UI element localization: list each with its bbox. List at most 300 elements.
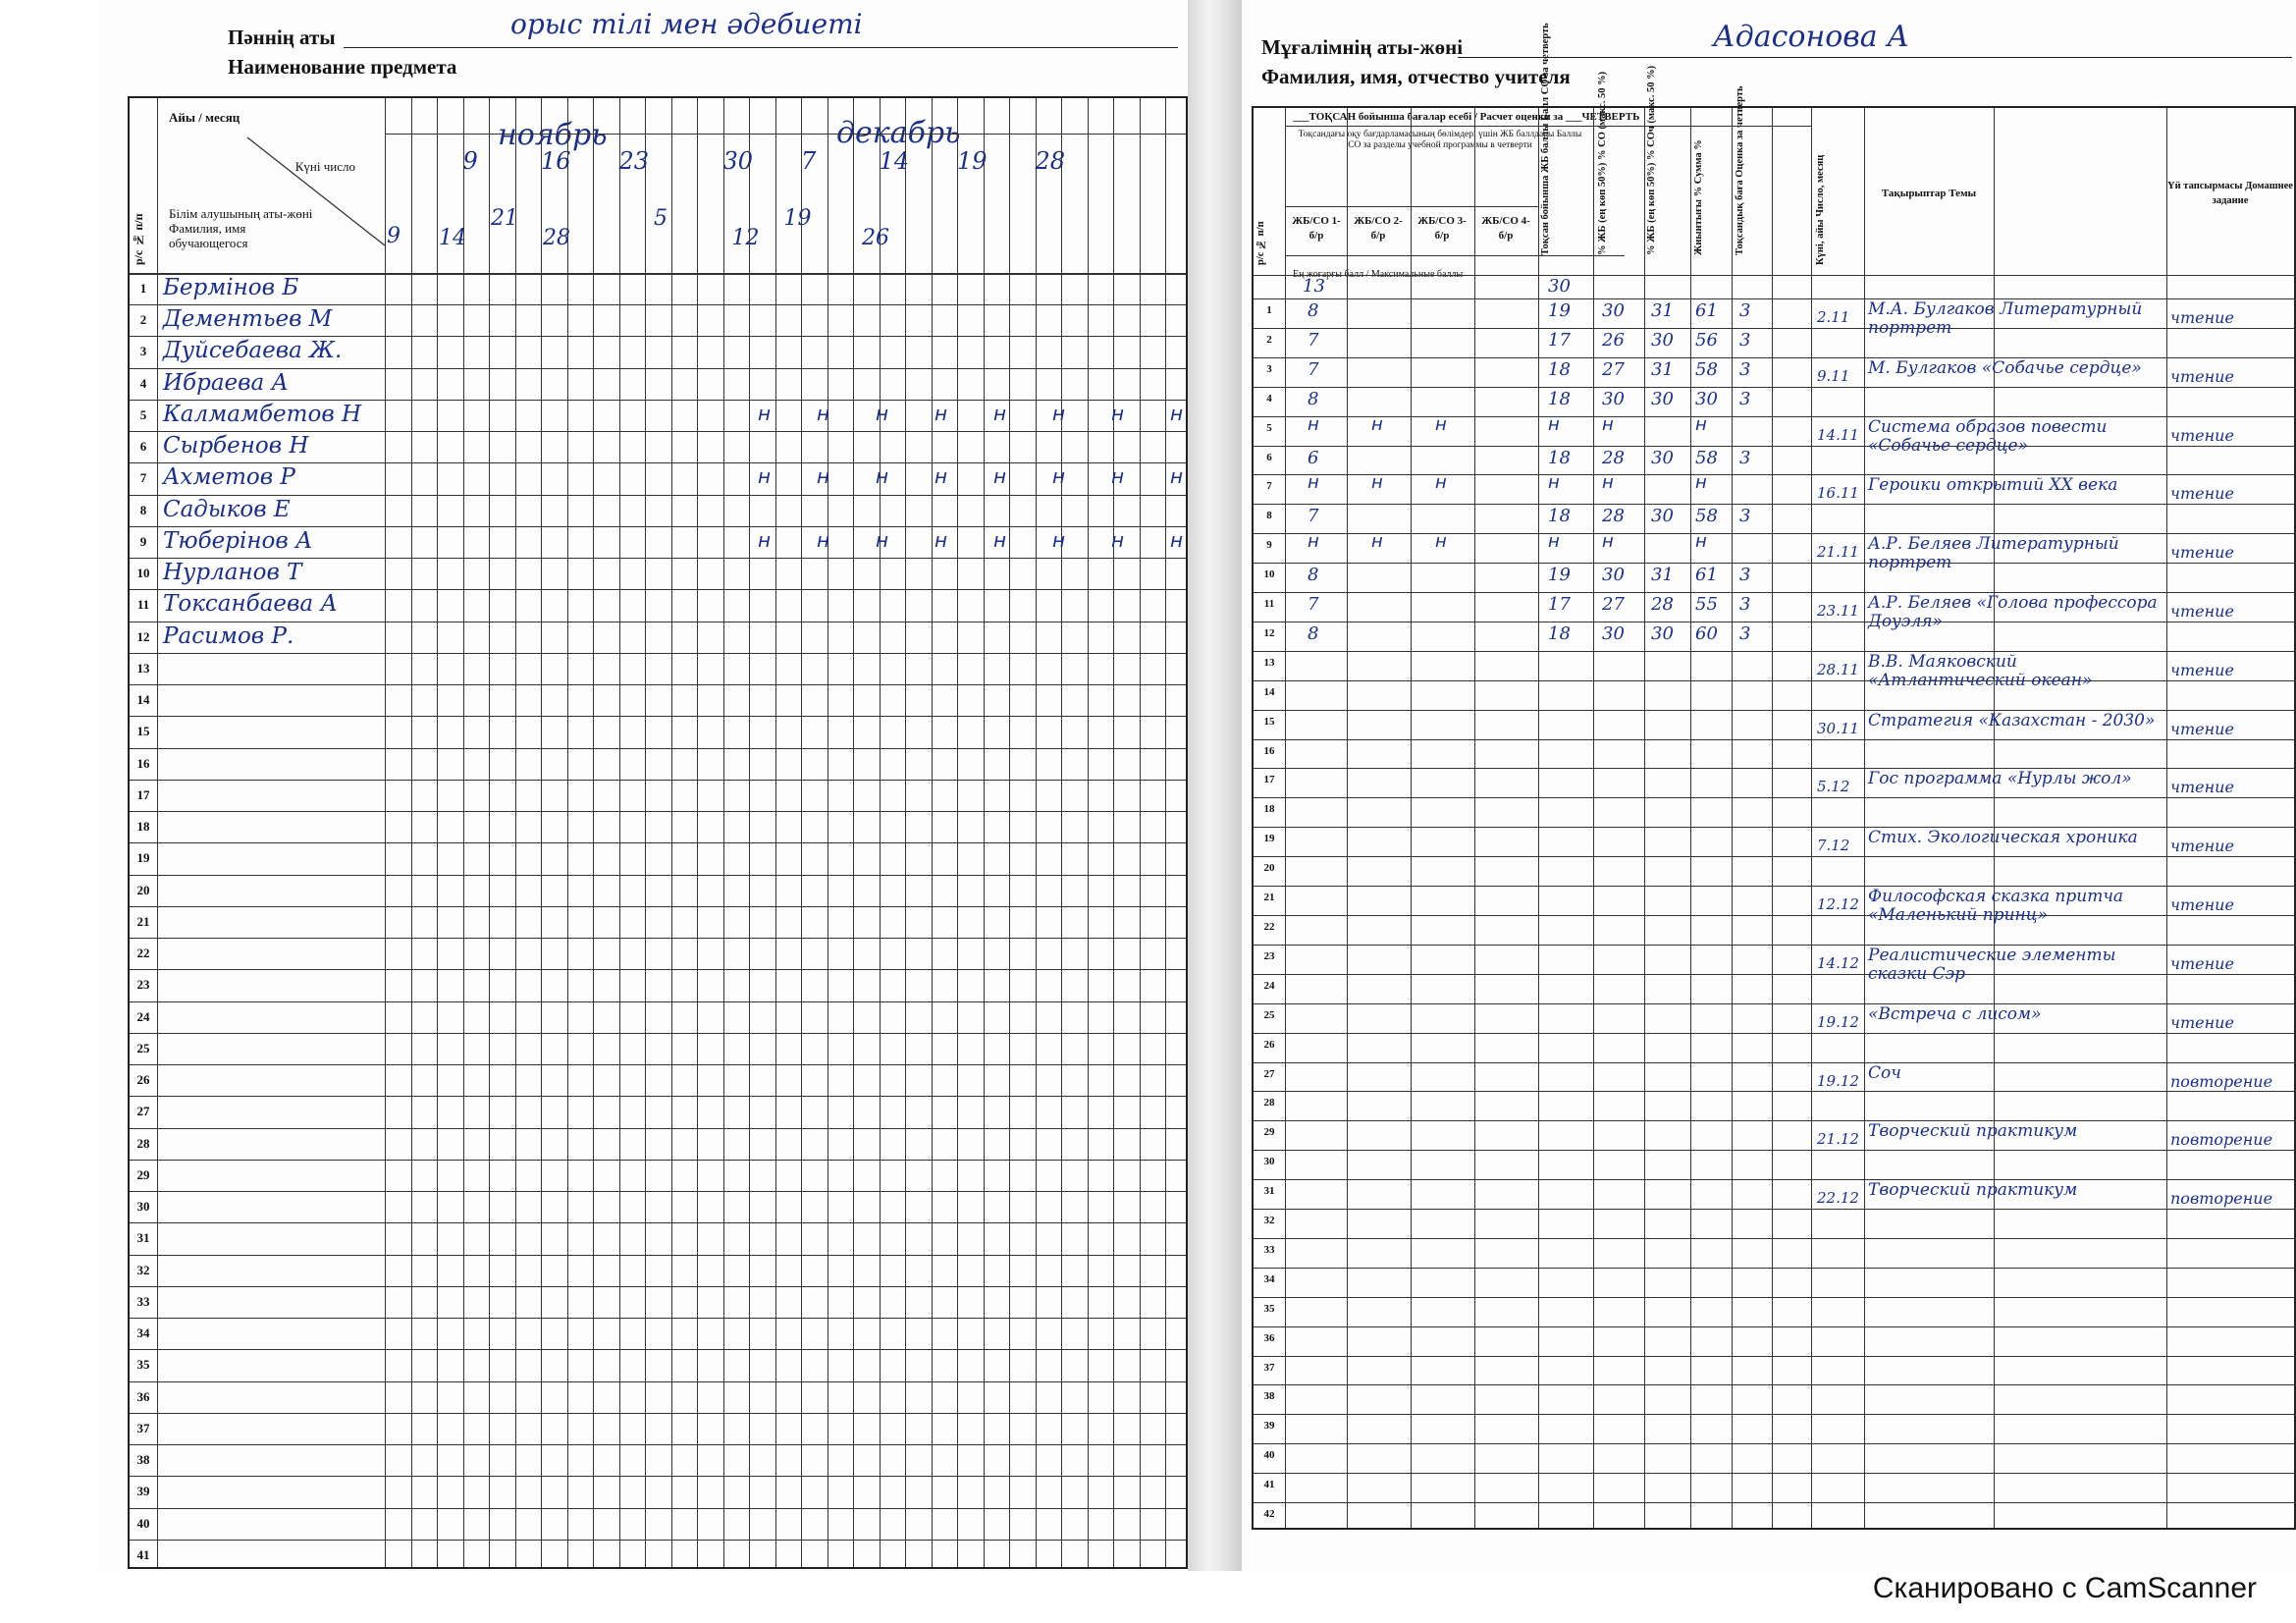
lesson-homework: чтение	[2170, 308, 2234, 327]
row-number: 11	[1263, 598, 1275, 611]
row-number: 9	[1266, 539, 1272, 552]
grid-vline	[1811, 108, 1812, 1528]
date-bottom: 19	[783, 206, 812, 231]
absence-mark: н	[1371, 472, 1383, 494]
absence-mark: н	[817, 401, 830, 425]
student-name: Бермінов Б	[163, 275, 299, 300]
absence-mark: н	[1052, 401, 1066, 425]
student-name: Расимов Р.	[163, 622, 294, 649]
camscanner-watermark: Сканировано с CamScanner	[1872, 1572, 2257, 1604]
row-number: 22	[1263, 921, 1275, 933]
grid-hline	[130, 748, 1186, 749]
date-top: 7	[801, 147, 817, 175]
row-number: 12	[1263, 626, 1275, 639]
row-number: 20	[1263, 862, 1275, 875]
lesson-date: 16.11	[1817, 484, 1859, 503]
absence-mark: н	[993, 527, 1007, 552]
grid-vline	[567, 98, 568, 1567]
subject-underline	[344, 47, 1178, 48]
grid-hline	[1254, 1209, 2294, 1210]
lesson-homework: чтение	[2170, 719, 2234, 738]
absence-mark: н	[1371, 413, 1383, 435]
homework-header: Үй тапсырмасы Домашнее задание	[2167, 181, 2293, 206]
absence-mark: н	[876, 464, 889, 489]
grade-cell-soch: 19	[1548, 300, 1571, 321]
vertical-header: Тоқсандық баға Оценка за четверть	[1735, 85, 1745, 255]
row-number: 21	[136, 913, 150, 929]
grid-hline	[130, 1128, 1186, 1129]
topics-header: Тақырыптар Темы	[1881, 188, 1977, 199]
row-number: 34	[1263, 1272, 1275, 1285]
grade-cell-sum: 61	[1695, 300, 1718, 321]
grid-hline	[1254, 1033, 2294, 1034]
num-header: р/с № п/п	[132, 213, 145, 265]
grid-hline	[130, 1476, 1186, 1477]
grid-hline	[1254, 1150, 2294, 1151]
row-number: 5	[1266, 421, 1272, 434]
row-number: 14	[136, 692, 150, 708]
grid-hline	[130, 368, 1186, 369]
grade-cell-grade: 3	[1739, 622, 1751, 644]
grid-hline	[130, 1001, 1186, 1002]
lesson-homework: чтение	[2170, 543, 2234, 563]
grade-cell-sor1: 8	[1308, 565, 1319, 586]
grade-cell-sor1: 7	[1308, 358, 1319, 380]
header-separator	[1254, 275, 2294, 276]
grid-hline	[130, 1222, 1186, 1223]
grade-cell-soch: 19	[1548, 565, 1571, 586]
grid-vline	[880, 98, 881, 1567]
row-number: 29	[136, 1166, 150, 1182]
date-bottom: 21	[491, 206, 518, 231]
grade-cell-p1: 30	[1602, 300, 1625, 321]
day-header: Күні число	[294, 159, 355, 174]
lesson-topic: Реалистические элементы сказки Сэр	[1868, 945, 2116, 984]
grid-hline	[130, 589, 1186, 590]
student-name: Калмамбетов Н	[163, 401, 362, 427]
grid-hline	[130, 1191, 1186, 1192]
grade-cell-sum: 58	[1695, 506, 1718, 527]
grade-cell-p2: 28	[1651, 594, 1674, 616]
grade-cell-sum: 58	[1695, 358, 1718, 380]
row-number: 32	[136, 1262, 150, 1277]
absence-mark: н	[934, 464, 948, 489]
row-number: 30	[136, 1199, 150, 1215]
row-number: 33	[136, 1293, 150, 1309]
left-journal-page	[98, 0, 1188, 1571]
absence-mark: н	[817, 527, 830, 552]
row-number: 24	[1263, 979, 1275, 992]
row-number: 16	[136, 755, 150, 771]
grid-vline	[385, 98, 386, 1567]
right-journal-page	[1242, 0, 2296, 1571]
grid-hline	[130, 1540, 1186, 1541]
lesson-topic: В.В. Маяковский «Атлантический океан»	[1868, 651, 2093, 690]
grade-cell-soch: 18	[1548, 622, 1571, 644]
row-number: 39	[1263, 1420, 1275, 1433]
grid-vline	[984, 98, 985, 1567]
grid-hline	[1254, 504, 2294, 505]
grade-cell-p1: 30	[1602, 622, 1625, 644]
vertical-header: Күні, айы Число, месяц	[1815, 154, 1826, 265]
grid-vline	[905, 98, 906, 1567]
row-number: 25	[1263, 1008, 1275, 1021]
grid-hline	[130, 938, 1186, 939]
grid-vline	[1772, 108, 1773, 1528]
grid-hline	[130, 1413, 1186, 1414]
grid-vline	[1864, 108, 1865, 1528]
grid-vline	[1285, 108, 1286, 1528]
date-bottom: 12	[731, 226, 760, 250]
student-name: Дементьев М	[163, 306, 333, 333]
absence-mark: н	[1435, 472, 1447, 494]
grid-vline	[957, 98, 958, 1567]
max-separator	[1285, 255, 1625, 256]
grid-hline	[130, 1381, 1186, 1382]
absence-mark: н	[1548, 413, 1560, 435]
grade-cell-soch: 18	[1548, 358, 1571, 380]
row-number: 2	[1266, 333, 1272, 346]
lesson-homework: чтение	[2170, 602, 2234, 622]
row-number: 35	[1263, 1302, 1275, 1315]
grid-hline	[130, 1033, 1186, 1034]
lesson-homework: повторение	[2170, 1130, 2273, 1150]
grid-hline	[130, 906, 1186, 907]
absence-mark: н	[1695, 472, 1707, 494]
absence-mark: н	[1111, 464, 1125, 489]
grid-hline	[130, 842, 1186, 843]
grid-hline	[1254, 1326, 2294, 1327]
absence-mark: н	[993, 401, 1007, 425]
grade-cell-sum: 30	[1695, 388, 1718, 409]
absence-mark: н	[1548, 531, 1560, 553]
grid-hline	[130, 304, 1186, 305]
grid-vline	[645, 98, 646, 1567]
grid-vline	[1165, 98, 1166, 1567]
max-label: Ең жоғарғы балл / Максимальные баллы	[1293, 269, 1464, 280]
row-number: 6	[139, 439, 147, 455]
book-gutter	[1188, 0, 1242, 1571]
grid-hline	[1254, 1414, 2294, 1415]
row-number: 4	[139, 375, 147, 391]
absence-mark: н	[993, 464, 1007, 489]
month-december: декабрь	[836, 116, 961, 150]
lesson-date: 5.12	[1817, 778, 1850, 796]
header-diagonal	[130, 98, 385, 273]
lesson-homework: чтение	[2170, 484, 2234, 504]
grid-vline	[157, 98, 158, 1567]
teacher-label-kz: Мұғалімнің аты-жөні	[1261, 35, 1464, 59]
grid-hline	[1254, 856, 2294, 857]
grid-vline	[463, 98, 464, 1567]
row-number: 36	[136, 1388, 150, 1404]
row-number: 9	[139, 533, 147, 549]
date-top: 16	[541, 147, 571, 175]
vertical-header: р/с № п/п	[1255, 221, 1266, 265]
row-number: 38	[1263, 1390, 1275, 1403]
grade-cell-grade: 3	[1739, 594, 1751, 616]
grade-cell-p1: 28	[1602, 506, 1625, 527]
grid-vline	[932, 98, 933, 1567]
grid-vline	[1593, 108, 1594, 1528]
grid-hline	[1254, 739, 2294, 740]
grade-cell-sor1: 7	[1308, 506, 1319, 527]
lesson-homework: чтение	[2170, 953, 2234, 973]
row-number: 35	[136, 1357, 150, 1373]
row-number: 36	[1263, 1331, 1275, 1344]
absence-mark: н	[1308, 531, 1319, 553]
grade-cell-soch: 17	[1548, 329, 1571, 351]
grid-hline	[1254, 1443, 2294, 1444]
attendance-grid	[128, 96, 1188, 1569]
sor-col-header: ЖБ/СО 2-б/р	[1354, 215, 1403, 242]
lesson-topic: Гос программа «Нурлы жол»	[1868, 769, 2132, 789]
row-number: 40	[1263, 1449, 1275, 1462]
lesson-date: 23.11	[1817, 602, 1859, 621]
row-number: 16	[1263, 744, 1275, 757]
row-number: 13	[136, 660, 150, 676]
grade-cell-grade: 3	[1739, 358, 1751, 380]
grade-cell-p2: 30	[1651, 506, 1674, 527]
lesson-topic: Стих. Экологическая хроника	[1868, 828, 2138, 848]
grade-cell-sor1: 7	[1308, 329, 1319, 351]
sor-separator	[1285, 206, 1538, 207]
row-number: 12	[136, 628, 150, 644]
grade-cell-soch: 18	[1548, 388, 1571, 409]
row-number: 23	[136, 977, 150, 993]
grid-vline	[541, 98, 542, 1567]
subject-label-ru: Наименование предмета	[228, 55, 457, 79]
grid-hline	[1254, 1384, 2294, 1385]
sor-group-label: Тоқсандағы оқу бағдарламасының бөлімдері үшін ЖБ баллдары Баллы СО за разделы учебной программы в четверти	[1298, 130, 1582, 150]
lesson-date: 22.12	[1817, 1189, 1859, 1208]
grid-hline	[130, 1160, 1186, 1161]
grid-vline	[1411, 108, 1412, 1528]
absence-mark: н	[876, 401, 889, 425]
grade-cell-sum: 58	[1695, 447, 1718, 468]
grid-vline	[1036, 98, 1037, 1567]
row-number: 2	[139, 312, 147, 328]
grade-cell-sum: 60	[1695, 622, 1718, 644]
row-number: 25	[136, 1040, 150, 1055]
absence-mark: н	[817, 464, 830, 489]
grid-hline	[130, 780, 1186, 781]
row-number: 37	[1263, 1361, 1275, 1374]
lesson-date: 21.12	[1817, 1130, 1859, 1149]
grade-cell-grade: 3	[1739, 506, 1751, 527]
subject-value: орыс тілі мен әдебиеті	[510, 8, 863, 40]
lesson-topic: Система образов повести «Собачье сердце»	[1868, 416, 2108, 456]
absence-mark: н	[1052, 464, 1066, 489]
grid-vline	[801, 98, 802, 1567]
lesson-homework: повторение	[2170, 1189, 2273, 1209]
grid-vline	[723, 98, 724, 1567]
grid-hline	[130, 431, 1186, 432]
grade-cell-soch: 18	[1548, 506, 1571, 527]
row-number: 31	[1263, 1185, 1275, 1198]
grid-vline	[749, 98, 750, 1567]
grid-hline	[130, 1286, 1186, 1287]
lesson-topic: А.Р. Беляев «Голова профессора Доуэля»	[1868, 593, 2158, 632]
lesson-topic: Творческий практикум	[1868, 1121, 2078, 1142]
grid-hline	[1254, 387, 2294, 388]
grade-cell-p1: 30	[1602, 388, 1625, 409]
row-number: 18	[1263, 803, 1275, 816]
row-number: 3	[139, 344, 147, 359]
absence-mark: н	[1548, 472, 1560, 494]
row-number: 38	[136, 1452, 150, 1468]
date-bottom: 5	[654, 206, 667, 231]
grade-cell-sum: 61	[1695, 565, 1718, 586]
max-value: 30	[1548, 276, 1571, 297]
student-name: Тюберінов А	[163, 527, 313, 554]
lesson-homework: чтение	[2170, 837, 2234, 856]
subject-label-kz: Пәннің аты	[228, 26, 336, 49]
lesson-homework: чтение	[2170, 366, 2234, 386]
row-number: 17	[136, 786, 150, 802]
absence-mark: н	[1695, 413, 1707, 435]
grade-cell-p2: 31	[1651, 358, 1674, 380]
grade-cell-grade: 3	[1739, 300, 1751, 321]
row-number: 28	[1263, 1097, 1275, 1109]
grid-hline	[130, 875, 1186, 876]
lesson-separator	[1811, 1238, 2294, 1239]
absence-mark: н	[1308, 472, 1319, 494]
lesson-topic: Творческий практикум	[1868, 1180, 2078, 1201]
lesson-homework: чтение	[2170, 778, 2234, 797]
grid-vline	[1088, 98, 1089, 1567]
row-number: 8	[1266, 510, 1272, 522]
absence-mark: н	[1052, 527, 1066, 552]
date-bottom: 26	[862, 226, 889, 250]
grade-cell-grade: 3	[1739, 388, 1751, 409]
grade-cell-soch: 18	[1548, 447, 1571, 468]
student-name: Садыков Е	[163, 496, 291, 522]
grid-vline	[1347, 108, 1348, 1528]
grade-cell-sor1: 8	[1308, 388, 1319, 409]
lesson-date: 12.12	[1817, 895, 1859, 914]
absence-mark: н	[758, 464, 772, 489]
row-number: 34	[136, 1325, 150, 1341]
row-number: 10	[1263, 568, 1275, 581]
row-number: 24	[136, 1008, 150, 1024]
grid-hline	[130, 969, 1186, 970]
grid-hline	[130, 684, 1186, 685]
row-number: 11	[136, 597, 150, 613]
grade-cell-sor1: 6	[1308, 447, 1319, 468]
grade-cell-p2: 30	[1651, 447, 1674, 468]
grade-cell-p2: 31	[1651, 300, 1674, 321]
grid-hline	[1254, 1297, 2294, 1298]
sor-col-header: ЖБ/СО 1-б/р	[1292, 215, 1341, 242]
month-november: ноябрь	[498, 118, 608, 152]
grid-vline	[1474, 108, 1475, 1528]
grid-hline	[130, 1444, 1186, 1445]
grid-vline	[2166, 108, 2167, 1528]
grade-cell-p1: 27	[1602, 594, 1625, 616]
lesson-topic: Героики открытий ХХ века	[1868, 475, 2118, 496]
date-bottom: 28	[543, 226, 570, 250]
row-number: 27	[136, 1104, 150, 1119]
student-name: Токсанбаева А	[163, 591, 338, 618]
row-number: 26	[1263, 1038, 1275, 1051]
lesson-homework: чтение	[2170, 895, 2234, 915]
grid-vline	[1690, 108, 1691, 1528]
student-name: Ахметов Р	[163, 464, 295, 491]
row-number: 6	[1266, 451, 1272, 463]
row-number: 10	[136, 566, 150, 581]
quarter-title: ___ТОҚСАН бойынша бағалар есебі / Расчет оценки за ___ЧЕТВЕРТЬ	[1293, 111, 1640, 123]
lesson-topic: Философская сказка притча «Маленький принц»	[1868, 887, 2124, 926]
grade-cell-sum: 55	[1695, 594, 1718, 616]
grid-vline	[1538, 108, 1539, 1528]
vertical-header: % ЖБ (ең көп 50%) % СОч (макс. 50 %)	[1646, 65, 1657, 255]
sor-col-header: ЖБ/СО 3-б/р	[1417, 215, 1467, 242]
lesson-homework: чтение	[2170, 1012, 2234, 1032]
date-bottom: 9	[387, 224, 400, 248]
lesson-homework: чтение	[2170, 425, 2234, 445]
absence-mark: н	[758, 401, 772, 425]
lesson-date: 28.11	[1817, 660, 1859, 678]
absence-mark: н	[1170, 401, 1184, 425]
grid-vline	[1644, 108, 1645, 1528]
max-value: 13	[1303, 276, 1325, 297]
grid-vline	[1009, 98, 1010, 1567]
grid-hline	[1254, 1473, 2294, 1474]
lesson-date: 14.11	[1817, 425, 1859, 444]
absence-mark: н	[1695, 531, 1707, 553]
grade-cell-p1: 27	[1602, 358, 1625, 380]
row-number: 28	[136, 1135, 150, 1151]
grid-vline	[697, 98, 698, 1567]
grade-cell-grade: 3	[1739, 565, 1751, 586]
vertical-header: Жиынтығы % Сумма %	[1693, 139, 1704, 255]
absence-mark: н	[1170, 527, 1184, 552]
row-number: 27	[1263, 1067, 1275, 1080]
grid-hline	[130, 811, 1186, 812]
absence-mark: н	[876, 527, 889, 552]
grid-hline	[1254, 1268, 2294, 1269]
date-top: 19	[957, 147, 988, 175]
grade-cell-p2: 30	[1651, 388, 1674, 409]
row-number: 20	[136, 882, 150, 897]
grid-vline	[1061, 98, 1062, 1567]
lesson-topic: Стратегия «Казахстан - 2030»	[1868, 710, 2156, 730]
date-top: 14	[879, 147, 910, 175]
absence-mark: н	[1308, 413, 1319, 435]
row-number: 42	[1263, 1508, 1275, 1521]
grid-vline	[1140, 98, 1141, 1567]
absence-mark: н	[934, 401, 948, 425]
grid-vline	[853, 98, 854, 1567]
row-number: 13	[1263, 656, 1275, 669]
grid-vline	[1113, 98, 1114, 1567]
lesson-date: 19.12	[1817, 1012, 1859, 1031]
lesson-topic: Соч	[1868, 1062, 1901, 1083]
grid-vline	[619, 98, 620, 1567]
grade-cell-soch: 17	[1548, 594, 1571, 616]
grade-cell-sor1: 7	[1308, 594, 1319, 616]
absence-mark: н	[1170, 464, 1184, 489]
absence-mark: н	[1602, 531, 1614, 553]
grid-vline	[671, 98, 672, 1567]
lesson-homework: повторение	[2170, 1071, 2273, 1091]
grid-hline	[1254, 1356, 2294, 1357]
row-number: 19	[136, 850, 150, 866]
row-number: 39	[136, 1484, 150, 1499]
grid-hline	[130, 653, 1186, 654]
row-number: 33	[1263, 1243, 1275, 1256]
